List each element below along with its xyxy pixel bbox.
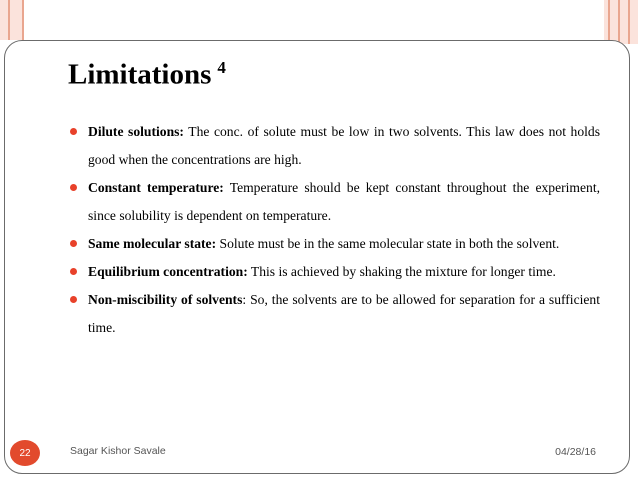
limitations-list <box>70 118 600 342</box>
list-item <box>70 174 600 230</box>
list-item <box>70 286 600 342</box>
slide-title-text: Limitations <box>68 58 212 91</box>
item-text: This is achieved by shaking the mixture for longer time. <box>247 264 556 279</box>
item-term: Non-miscibility of solvents <box>88 292 243 307</box>
bullet-icon <box>70 128 77 135</box>
item-text: Solute must be in the same molecular state in both the solvent. <box>216 236 560 251</box>
title-superscript: 4 <box>217 58 226 77</box>
item-term: Same molecular state: <box>88 236 217 251</box>
list-item <box>70 118 600 174</box>
list-item <box>70 230 600 258</box>
footer-date: 04/28/16 <box>555 446 596 458</box>
slide-number-badge <box>10 440 40 466</box>
bullet-icon <box>70 184 77 191</box>
slide-number: 22 <box>19 447 31 459</box>
top-left-decoration-line <box>8 0 10 40</box>
top-right-decoration-line-1 <box>608 0 610 44</box>
top-right-decoration-line-3 <box>628 0 630 44</box>
slide-title <box>68 58 226 92</box>
footer-author: Sagar Kishor Savale <box>70 445 166 457</box>
item-term: Equilibrium concentration: <box>88 264 248 279</box>
bullet-icon <box>70 296 77 303</box>
item-text: Temperature should be kept constant throughout the experiment, since solubility is dependent on temperature. <box>88 180 600 223</box>
top-right-decoration-line-2 <box>618 0 620 44</box>
item-text: : So, the solvents are to be allowed for separation for a sufficient time. <box>88 292 600 335</box>
list-item <box>70 258 600 286</box>
item-text: The conc. of solute must be low in two solvents. This law does not holds good when the concentrations are high. <box>88 124 601 167</box>
top-left-decoration <box>0 0 24 40</box>
item-term: Dilute solutions: <box>88 124 184 139</box>
item-term: Constant temperature: <box>88 180 224 195</box>
bullet-icon <box>70 268 77 275</box>
bullet-icon <box>70 240 77 247</box>
